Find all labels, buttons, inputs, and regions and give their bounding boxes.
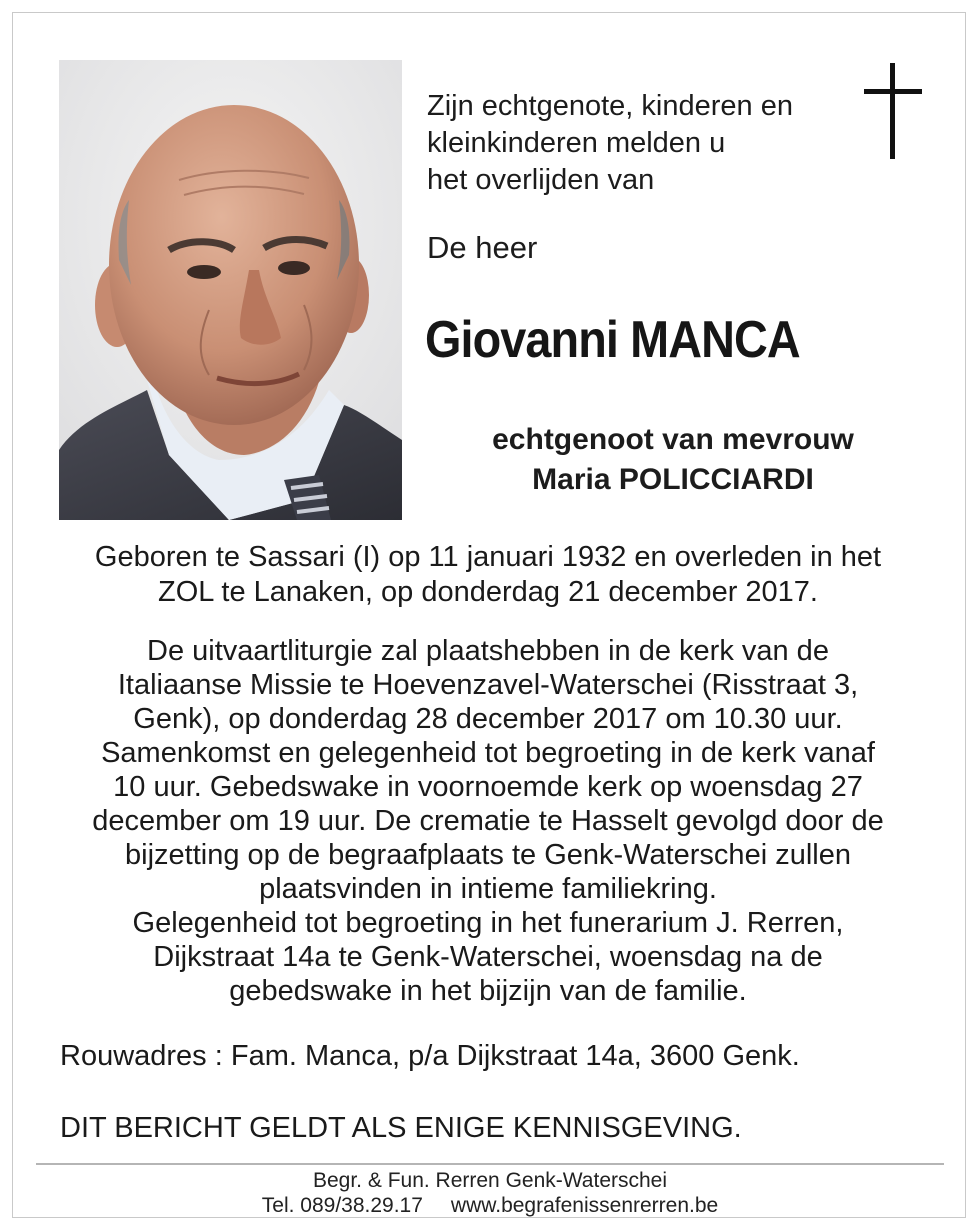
ceremony-line: Italiaanse Missie te Hoevenzavel-Waterschei (Risstraat 3, <box>117 669 859 701</box>
ceremony-line: 10 uur. Gebedswake in voornoemde kerk op woensdag 27 <box>113 771 863 803</box>
honorific: De heer <box>427 230 538 265</box>
ceremony-line: gebedswake in het bijzijn van de familie. <box>229 975 747 1007</box>
ceremony-line: Genk), op donderdag 28 december 2017 om 10.30 uur. <box>133 703 843 735</box>
intro-text <box>427 88 847 199</box>
deceased-name: Giovanni MANCA <box>425 311 800 369</box>
notice-text: DIT BERICHT GELDT ALS ENIGE KENNISGEVING. <box>60 1112 742 1144</box>
cross-icon <box>864 63 922 159</box>
ceremony-line: bijzetting op de begraafplaats te Genk-Waterschei zullen <box>125 839 851 871</box>
ceremony-line: Gelegenheid tot begroeting in het funerarium J. Rerren, <box>132 907 844 939</box>
mourning-address: Rouwadres : Fam. Manca, p/a Dijkstraat 14a, 3600 Genk. <box>60 1040 800 1072</box>
ceremony-line: plaatsvinden in intieme familiekring. <box>259 873 717 905</box>
footer-website: www.begrafenissenrerren.be <box>450 1194 719 1217</box>
footer-contact <box>0 1193 980 1218</box>
born-line: ZOL te Lanaken, op donderdag 21 december 2017. <box>158 576 818 608</box>
spouse-line: echtgenoot van mevrouw <box>492 423 854 456</box>
born-line: Geboren te Sassari (I) op 11 januari 1932 en overleden in het <box>94 541 882 573</box>
birth-death-text <box>30 540 946 610</box>
intro-line: kleinkinderen melden u <box>427 127 726 159</box>
portrait-photo <box>59 60 402 520</box>
intro-line: het overlijden van <box>427 164 655 196</box>
ceremony-text <box>30 634 946 1008</box>
footer-phone: Tel. 089/38.29.17 <box>261 1194 423 1217</box>
intro-line: Zijn echtgenote, kinderen en <box>427 90 793 122</box>
ceremony-line: december om 19 uur. De crematie te Hasselt gevolgd door de <box>92 805 884 837</box>
spouse-line: Maria POLICCIARDI <box>532 463 814 496</box>
divider <box>36 1163 944 1165</box>
ceremony-line: Samenkomst en gelegenheid tot begroeting in de kerk vanaf <box>101 737 875 769</box>
ceremony-line: De uitvaartliturgie zal plaatshebben in de kerk van de <box>147 635 829 667</box>
footer-company: Begr. & Fun. Rerren Genk-Waterschei <box>312 1169 668 1192</box>
spouse-text <box>440 420 906 500</box>
ceremony-line: Dijkstraat 14a te Genk-Waterschei, woensdag na de <box>153 941 823 973</box>
